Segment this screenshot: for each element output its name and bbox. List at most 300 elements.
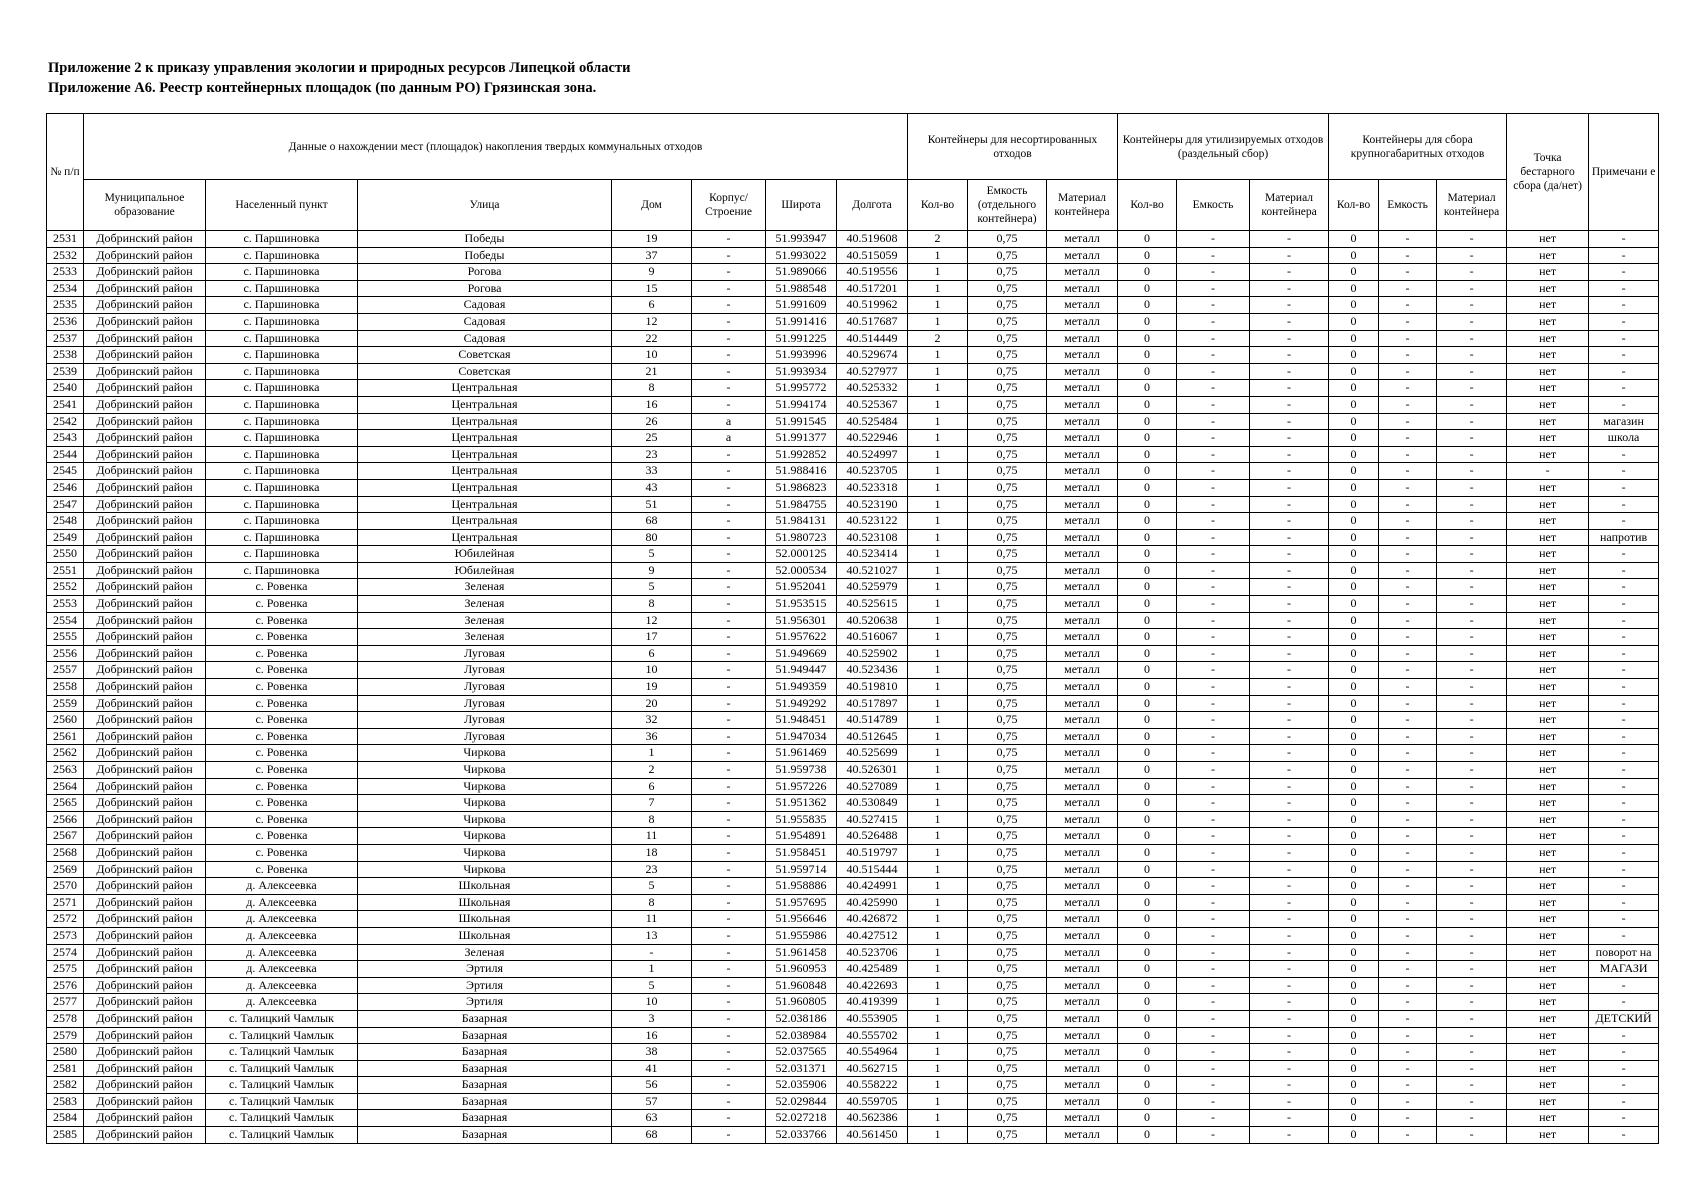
cell-lat: 51.991545 (766, 413, 837, 430)
table-row (47, 280, 1659, 297)
table-row (47, 363, 1659, 380)
cell-recycle-capacity: - (1177, 894, 1250, 911)
cell-recycle-material: - (1250, 513, 1329, 530)
cell-unsorted-material: металл (1047, 861, 1118, 878)
cell-lon: 40.562715 (837, 1060, 908, 1077)
cell-lat: 52.037565 (766, 1044, 837, 1061)
cell-bulky-capacity: - (1379, 313, 1437, 330)
cell-municipality: Добринский район (84, 496, 206, 513)
cell-street: Центральная (358, 496, 612, 513)
cell-recycle-count: 0 (1118, 231, 1177, 248)
cell-unsorted-count: 1 (908, 529, 968, 546)
cell-municipality: Добринский район (84, 596, 206, 613)
cell-house: 41 (612, 1060, 692, 1077)
cell-lon: 40.519797 (837, 844, 908, 861)
cell-house: 19 (612, 231, 692, 248)
cell-unsorted-count: 1 (908, 629, 968, 646)
cell-recycle-count: 0 (1118, 728, 1177, 745)
cell-building: - (692, 479, 766, 496)
header-bulky-material: Материал контейнера (1437, 180, 1507, 231)
cell-unsorted-capacity: 0,75 (968, 479, 1047, 496)
cell-unsorted-capacity: 0,75 (968, 546, 1047, 563)
cell-settlement: с. Ровенка (206, 596, 358, 613)
cell-street: Центральная (358, 529, 612, 546)
cell-num: 2566 (47, 811, 84, 828)
cell-note: напротив (1589, 529, 1659, 546)
cell-building: - (692, 828, 766, 845)
cell-recycle-capacity: - (1177, 413, 1250, 430)
cell-bulky-material: - (1437, 712, 1507, 729)
cell-bulky-material: - (1437, 396, 1507, 413)
cell-unsorted-material: металл (1047, 911, 1118, 928)
cell-lat: 51.949447 (766, 662, 837, 679)
cell-recycle-count: 0 (1118, 911, 1177, 928)
cell-settlement: с. Паршиновка (206, 529, 358, 546)
cell-unsorted-count: 1 (908, 1093, 968, 1110)
cell-bulky-material: - (1437, 562, 1507, 579)
cell-municipality: Добринский район (84, 844, 206, 861)
cell-lat: 51.949669 (766, 645, 837, 662)
cell-settlement: с. Паршиновка (206, 313, 358, 330)
cell-unsorted-material: металл (1047, 1027, 1118, 1044)
table-header (47, 114, 1659, 231)
cell-bagless: нет (1507, 1027, 1589, 1044)
cell-house: 10 (612, 994, 692, 1011)
cell-lat: 51.991377 (766, 430, 837, 447)
cell-lat: 52.000534 (766, 562, 837, 579)
cell-num: 2541 (47, 396, 84, 413)
cell-settlement: с. Паршиновка (206, 330, 358, 347)
cell-lat: 51.961469 (766, 745, 837, 762)
cell-recycle-capacity: - (1177, 1077, 1250, 1094)
cell-recycle-capacity: - (1177, 529, 1250, 546)
cell-building: - (692, 496, 766, 513)
cell-building: - (692, 529, 766, 546)
table-row (47, 878, 1659, 895)
cell-lon: 40.425990 (837, 894, 908, 911)
cell-lon: 40.525979 (837, 579, 908, 596)
cell-street: Центральная (358, 413, 612, 430)
cell-bulky-material: - (1437, 927, 1507, 944)
table-row (47, 529, 1659, 546)
cell-bagless: нет (1507, 313, 1589, 330)
cell-num: 2533 (47, 264, 84, 281)
cell-recycle-count: 0 (1118, 745, 1177, 762)
cell-bagless: нет (1507, 380, 1589, 397)
cell-lat: 51.955835 (766, 811, 837, 828)
cell-house: 3 (612, 1010, 692, 1027)
cell-recycle-material: - (1250, 562, 1329, 579)
table-row (47, 446, 1659, 463)
cell-unsorted-count: 1 (908, 446, 968, 463)
table-row (47, 596, 1659, 613)
cell-unsorted-capacity: 0,75 (968, 795, 1047, 812)
cell-recycle-count: 0 (1118, 1127, 1177, 1144)
cell-building: - (692, 264, 766, 281)
cell-bulky-count: 0 (1329, 994, 1379, 1011)
cell-bulky-capacity: - (1379, 778, 1437, 795)
cell-recycle-material: - (1250, 662, 1329, 679)
cell-building: - (692, 247, 766, 264)
cell-recycle-count: 0 (1118, 446, 1177, 463)
cell-note: - (1589, 513, 1659, 530)
cell-num: 2559 (47, 695, 84, 712)
cell-building: - (692, 446, 766, 463)
cell-recycle-material: - (1250, 695, 1329, 712)
cell-unsorted-material: металл (1047, 795, 1118, 812)
cell-note: - (1589, 762, 1659, 779)
cell-lon: 40.554964 (837, 1044, 908, 1061)
cell-note: - (1589, 911, 1659, 928)
cell-unsorted-count: 1 (908, 313, 968, 330)
cell-house: 9 (612, 562, 692, 579)
cell-note: - (1589, 977, 1659, 994)
cell-bulky-capacity: - (1379, 446, 1437, 463)
cell-building: - (692, 712, 766, 729)
cell-recycle-capacity: - (1177, 264, 1250, 281)
cell-unsorted-count: 1 (908, 562, 968, 579)
cell-num: 2537 (47, 330, 84, 347)
cell-recycle-capacity: - (1177, 1127, 1250, 1144)
cell-bagless: нет (1507, 861, 1589, 878)
cell-recycle-capacity: - (1177, 994, 1250, 1011)
cell-street: Базарная (358, 1010, 612, 1027)
cell-note: магазин (1589, 413, 1659, 430)
cell-bagless: - (1507, 463, 1589, 480)
cell-settlement: с. Талицкий Чамлык (206, 1127, 358, 1144)
cell-bulky-count: 0 (1329, 977, 1379, 994)
cell-num: 2552 (47, 579, 84, 596)
table-row (47, 811, 1659, 828)
cell-bagless: нет (1507, 1093, 1589, 1110)
cell-unsorted-material: металл (1047, 977, 1118, 994)
cell-street: Базарная (358, 1077, 612, 1094)
cell-recycle-capacity: - (1177, 645, 1250, 662)
cell-bulky-capacity: - (1379, 1110, 1437, 1127)
cell-note: - (1589, 712, 1659, 729)
cell-note: - (1589, 662, 1659, 679)
cell-lat: 51.984755 (766, 496, 837, 513)
cell-recycle-material: - (1250, 579, 1329, 596)
cell-municipality: Добринский район (84, 712, 206, 729)
cell-settlement: д. Алексеевка (206, 911, 358, 928)
cell-recycle-capacity: - (1177, 1027, 1250, 1044)
cell-settlement: с. Паршиновка (206, 347, 358, 364)
cell-street: Луговая (358, 728, 612, 745)
cell-unsorted-capacity: 0,75 (968, 529, 1047, 546)
cell-municipality: Добринский район (84, 1093, 206, 1110)
cell-bagless: нет (1507, 231, 1589, 248)
cell-municipality: Добринский район (84, 728, 206, 745)
cell-house: 6 (612, 297, 692, 314)
cell-municipality: Добринский район (84, 396, 206, 413)
cell-bulky-capacity: - (1379, 231, 1437, 248)
cell-bagless: нет (1507, 430, 1589, 447)
cell-bulky-capacity: - (1379, 347, 1437, 364)
cell-settlement: с. Паршиновка (206, 562, 358, 579)
cell-unsorted-capacity: 0,75 (968, 247, 1047, 264)
cell-unsorted-capacity: 0,75 (968, 1060, 1047, 1077)
cell-street: Советская (358, 363, 612, 380)
cell-recycle-count: 0 (1118, 297, 1177, 314)
cell-bulky-capacity: - (1379, 430, 1437, 447)
cell-bulky-capacity: - (1379, 695, 1437, 712)
cell-bulky-capacity: - (1379, 977, 1437, 994)
cell-street: Школьная (358, 927, 612, 944)
cell-bulky-material: - (1437, 894, 1507, 911)
cell-note: - (1589, 1127, 1659, 1144)
cell-note: - (1589, 280, 1659, 297)
cell-recycle-material: - (1250, 762, 1329, 779)
cell-lon: 40.524997 (837, 446, 908, 463)
cell-bulky-material: - (1437, 330, 1507, 347)
cell-unsorted-material: металл (1047, 297, 1118, 314)
table-row (47, 264, 1659, 281)
cell-settlement: с. Паршиновка (206, 396, 358, 413)
cell-unsorted-capacity: 0,75 (968, 911, 1047, 928)
cell-unsorted-count: 1 (908, 247, 968, 264)
cell-house: 80 (612, 529, 692, 546)
cell-note: - (1589, 562, 1659, 579)
table-row (47, 380, 1659, 397)
cell-unsorted-capacity: 0,75 (968, 645, 1047, 662)
cell-bulky-capacity: - (1379, 728, 1437, 745)
cell-bulky-count: 0 (1329, 313, 1379, 330)
cell-note: - (1589, 695, 1659, 712)
cell-building: - (692, 662, 766, 679)
cell-bulky-material: - (1437, 1093, 1507, 1110)
cell-unsorted-material: металл (1047, 878, 1118, 895)
cell-bulky-count: 0 (1329, 629, 1379, 646)
header-house: Дом (612, 180, 692, 231)
cell-lat: 51.951362 (766, 795, 837, 812)
cell-note: ДЕТСКИЙ (1589, 1010, 1659, 1027)
cell-house: 18 (612, 844, 692, 861)
cell-unsorted-material: металл (1047, 596, 1118, 613)
cell-recycle-capacity: - (1177, 1093, 1250, 1110)
cell-note: - (1589, 596, 1659, 613)
cell-note: - (1589, 579, 1659, 596)
cell-bulky-capacity: - (1379, 1010, 1437, 1027)
cell-note: - (1589, 878, 1659, 895)
cell-recycle-capacity: - (1177, 828, 1250, 845)
cell-bagless: нет (1507, 1060, 1589, 1077)
cell-bulky-capacity: - (1379, 994, 1437, 1011)
cell-settlement: с. Ровенка (206, 795, 358, 812)
table-row (47, 944, 1659, 961)
table-row (47, 562, 1659, 579)
cell-recycle-material: - (1250, 330, 1329, 347)
cell-settlement: с. Паршиновка (206, 297, 358, 314)
cell-bulky-capacity: - (1379, 612, 1437, 629)
cell-recycle-count: 0 (1118, 413, 1177, 430)
cell-unsorted-capacity: 0,75 (968, 496, 1047, 513)
cell-bulky-count: 0 (1329, 380, 1379, 397)
cell-recycle-material: - (1250, 297, 1329, 314)
cell-recycle-capacity: - (1177, 1060, 1250, 1077)
cell-recycle-count: 0 (1118, 546, 1177, 563)
cell-unsorted-capacity: 0,75 (968, 1093, 1047, 1110)
header-bagless: Точка бестарного сбора (да/нет) (1507, 114, 1589, 231)
cell-street: Центральная (358, 463, 612, 480)
table-row (47, 745, 1659, 762)
cell-recycle-capacity: - (1177, 330, 1250, 347)
cell-bagless: нет (1507, 911, 1589, 928)
cell-recycle-count: 0 (1118, 430, 1177, 447)
cell-unsorted-capacity: 0,75 (968, 1127, 1047, 1144)
cell-note: - (1589, 778, 1659, 795)
cell-bulky-capacity: - (1379, 1077, 1437, 1094)
cell-house: 1 (612, 961, 692, 978)
cell-bulky-count: 0 (1329, 927, 1379, 944)
cell-municipality: Добринский район (84, 612, 206, 629)
cell-unsorted-material: металл (1047, 645, 1118, 662)
cell-recycle-count: 0 (1118, 562, 1177, 579)
cell-building: - (692, 961, 766, 978)
cell-unsorted-capacity: 0,75 (968, 1010, 1047, 1027)
cell-bagless: нет (1507, 479, 1589, 496)
cell-bulky-capacity: - (1379, 861, 1437, 878)
cell-recycle-capacity: - (1177, 297, 1250, 314)
cell-bulky-capacity: - (1379, 745, 1437, 762)
cell-num: 2540 (47, 380, 84, 397)
cell-house: 5 (612, 546, 692, 563)
cell-unsorted-capacity: 0,75 (968, 612, 1047, 629)
cell-num: 2564 (47, 778, 84, 795)
cell-note: - (1589, 1060, 1659, 1077)
cell-bagless: нет (1507, 363, 1589, 380)
cell-street: Чиркова (358, 844, 612, 861)
cell-bulky-capacity: - (1379, 479, 1437, 496)
table-row (47, 1060, 1659, 1077)
cell-recycle-material: - (1250, 994, 1329, 1011)
cell-bulky-material: - (1437, 844, 1507, 861)
cell-unsorted-material: металл (1047, 728, 1118, 745)
cell-municipality: Добринский район (84, 247, 206, 264)
cell-recycle-capacity: - (1177, 778, 1250, 795)
cell-unsorted-material: металл (1047, 745, 1118, 762)
cell-building: - (692, 745, 766, 762)
cell-street: Базарная (358, 1044, 612, 1061)
cell-recycle-material: - (1250, 1077, 1329, 1094)
cell-municipality: Добринский район (84, 828, 206, 845)
cell-unsorted-capacity: 0,75 (968, 695, 1047, 712)
cell-bagless: нет (1507, 778, 1589, 795)
cell-bagless: нет (1507, 562, 1589, 579)
cell-bagless: нет (1507, 662, 1589, 679)
cell-municipality: Добринский район (84, 645, 206, 662)
cell-unsorted-capacity: 0,75 (968, 1044, 1047, 1061)
cell-house: 5 (612, 977, 692, 994)
cell-recycle-count: 0 (1118, 679, 1177, 696)
cell-building: а (692, 413, 766, 430)
cell-settlement: с. Ровенка (206, 662, 358, 679)
cell-settlement: с. Ровенка (206, 679, 358, 696)
cell-lat: 52.033766 (766, 1127, 837, 1144)
cell-recycle-capacity: - (1177, 745, 1250, 762)
cell-unsorted-material: металл (1047, 762, 1118, 779)
cell-settlement: с. Ровенка (206, 861, 358, 878)
cell-unsorted-capacity: 0,75 (968, 413, 1047, 430)
cell-house: 8 (612, 596, 692, 613)
cell-settlement: с. Паршиновка (206, 231, 358, 248)
document-title-line1: Приложение 2 к приказу управления экологии и природных ресурсов Липецкой области (48, 60, 631, 76)
cell-recycle-count: 0 (1118, 778, 1177, 795)
cell-lon: 40.523122 (837, 513, 908, 530)
cell-municipality: Добринский район (84, 994, 206, 1011)
cell-unsorted-capacity: 0,75 (968, 878, 1047, 895)
cell-unsorted-capacity: 0,75 (968, 977, 1047, 994)
cell-bagless: нет (1507, 795, 1589, 812)
cell-house: 12 (612, 612, 692, 629)
cell-bulky-capacity: - (1379, 280, 1437, 297)
cell-unsorted-material: металл (1047, 695, 1118, 712)
cell-street: Центральная (358, 513, 612, 530)
cell-num: 2544 (47, 446, 84, 463)
cell-num: 2556 (47, 645, 84, 662)
cell-bulky-material: - (1437, 264, 1507, 281)
cell-bagless: нет (1507, 1077, 1589, 1094)
cell-recycle-count: 0 (1118, 1027, 1177, 1044)
cell-building: - (692, 363, 766, 380)
cell-note: поворот на (1589, 944, 1659, 961)
table-row (47, 247, 1659, 264)
cell-bulky-material: - (1437, 1044, 1507, 1061)
cell-num: 2574 (47, 944, 84, 961)
cell-street: Луговая (358, 662, 612, 679)
registry-table (46, 113, 1659, 1144)
cell-unsorted-count: 1 (908, 977, 968, 994)
cell-unsorted-count: 1 (908, 297, 968, 314)
cell-building: - (692, 1093, 766, 1110)
cell-settlement: с. Ровенка (206, 762, 358, 779)
cell-building: - (692, 911, 766, 928)
cell-lat: 51.960953 (766, 961, 837, 978)
cell-unsorted-material: металл (1047, 413, 1118, 430)
cell-recycle-capacity: - (1177, 878, 1250, 895)
cell-recycle-count: 0 (1118, 579, 1177, 596)
cell-building: - (692, 513, 766, 530)
cell-unsorted-count: 1 (908, 745, 968, 762)
cell-municipality: Добринский район (84, 231, 206, 248)
cell-recycle-capacity: - (1177, 579, 1250, 596)
cell-municipality: Добринский район (84, 562, 206, 579)
cell-unsorted-capacity: 0,75 (968, 1077, 1047, 1094)
cell-lon: 40.523414 (837, 546, 908, 563)
cell-num: 2538 (47, 347, 84, 364)
cell-lon: 40.561450 (837, 1127, 908, 1144)
cell-bulky-count: 0 (1329, 264, 1379, 281)
cell-bulky-count: 0 (1329, 679, 1379, 696)
cell-recycle-capacity: - (1177, 961, 1250, 978)
cell-bulky-capacity: - (1379, 1060, 1437, 1077)
cell-unsorted-count: 1 (908, 280, 968, 297)
cell-settlement: с. Ровенка (206, 612, 358, 629)
table-row (47, 612, 1659, 629)
header-unsorted-material: Материал контейнера (1047, 180, 1118, 231)
cell-num: 2548 (47, 513, 84, 530)
cell-recycle-capacity: - (1177, 762, 1250, 779)
cell-num: 2542 (47, 413, 84, 430)
cell-building: - (692, 629, 766, 646)
cell-num: 2561 (47, 728, 84, 745)
cell-recycle-material: - (1250, 795, 1329, 812)
table-row (47, 1110, 1659, 1127)
cell-building: - (692, 1060, 766, 1077)
cell-house: 68 (612, 1127, 692, 1144)
cell-unsorted-material: металл (1047, 1093, 1118, 1110)
cell-recycle-material: - (1250, 1060, 1329, 1077)
